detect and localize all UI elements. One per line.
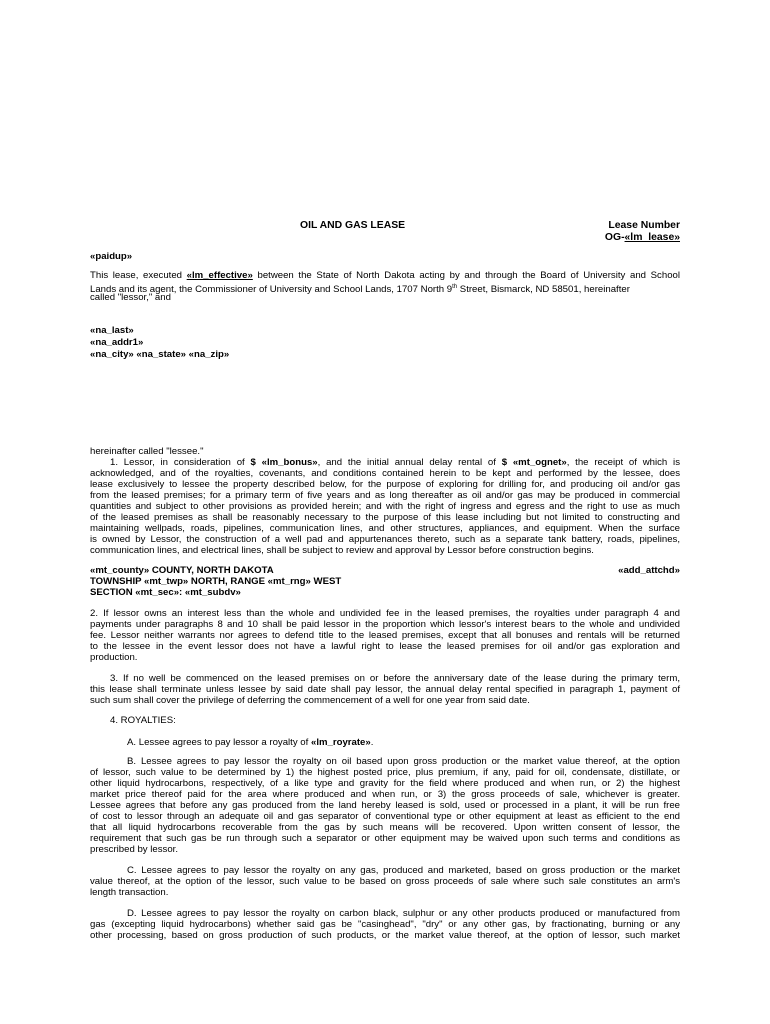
intro-line-2: Lands and its agent, the Commissioner of University and School Lands, 1707 North 9th Street, Bismarck, ND 58501, hereinafter [90, 284, 630, 296]
bonus-field: $ «lm_bonus» [250, 457, 318, 468]
para1-line: of the leased premises as shall be reasonably necessary to the purpose of this lease including but not limited to constructing and [90, 512, 680, 523]
para4d-line: gas (excepting liquid hydrocarbons) whether said gas be "casinghead", "dry" or any other gas, by fractionating, burning or any [90, 919, 680, 930]
para1-line: quantities and subject to other provisions as provided herein; and with the right of ingress and egress and the right to use as much [90, 501, 680, 512]
para1-line: is owned by Lessor, the construction of a well pad and appurtenances thereto, such as a separate tank battery, roads, pipelines, [90, 534, 680, 545]
lease-number-field: «lm_lease» [624, 232, 680, 243]
para4b-line: of cost to lessor through an adequate oil and gas separator of conventional type or other equipment at least as efficient to the end [90, 811, 680, 822]
para3-line: this lease shall terminate unless lessee by said date shall pay lessor, the annual delay rental specified in paragraph 1, payment of [90, 684, 680, 695]
para1-line: acknowledged, and of the royalties, covenants, and conditions contained herein to be kept and performed by the lessee, does [90, 468, 680, 479]
lease-number-label: Lease Number [608, 220, 680, 231]
para2-last-line: production. [90, 652, 138, 663]
paidup-field: «paidup» [90, 251, 133, 262]
para4d-line: other processing, based on gross production of such products, or the market value thereof, at the option of lessor, such market [90, 930, 680, 941]
lessee-called: hereinafter called "lessee." [90, 446, 204, 457]
para4a-line: A. Lessee agrees to pay lessor a royalty of «lm_royrate». [127, 737, 374, 748]
attachment-field: «add_attchd» [618, 565, 680, 576]
para4c-last-line: length transaction. [90, 887, 169, 898]
para4b-line: B. Lessee agrees to pay lessor the royalty on oil based upon gross production or the market value thereof, at the option [127, 756, 680, 767]
intro-line-3: called "lessor," and [90, 292, 171, 303]
para3-last-line: such sum shall cover the privilege of deferring the commencement of a well for one year from said date. [90, 695, 530, 706]
para2-line: fee. Lessor neither warrants nor agrees to defend title to the leased premises, except that all bonuses and rentals will be returned [90, 630, 680, 641]
para1-line: maintaining wellpads, roads, pipelines, communication lines, and other structures, appliances, and equipment. When the surface [90, 523, 680, 534]
lessee-city-state-zip-field: «na_city» «na_state» «na_zip» [90, 349, 230, 360]
township-field: TOWNSHIP «mt_twp» NORTH, RANGE «mt_rng» WEST [90, 576, 342, 587]
para2-line: payments under paragraphs 8 and 10 shall be paid lessor in the proportion which lessor's interest bears to the whole and undivided [90, 619, 680, 630]
royalties-heading: 4. ROYALTIES: [110, 715, 176, 726]
lease-number [560, 233, 680, 244]
para4b-line: requirement that such gas be run through such a separator or other equipment may be waived upon such terms and conditions as [90, 833, 680, 844]
intro-line-1: This lease, executed «lm_effective» between the State of North Dakota acting by and through the Board of University and School [90, 270, 680, 281]
para4c-line: value thereof, at the option of the lessor, such value to be based on gross proceeds of sale where such sale constitutes an arm's [90, 876, 680, 887]
para4b-line: that all liquid hydrocarbons recoverable from the gas by such means will be recovered. Upon written consent of lessor, the [90, 822, 680, 833]
para1-line: from the leased premises; for a primary term of five years and as long thereafter as oil and/or gas may be produced in commercial [90, 490, 680, 501]
para3-line: 3. If no well be commenced on the leased premises on or before the anniversary date of the lease during the primary term, [110, 673, 680, 684]
royalty-rate-field: «lm_royrate» [310, 737, 371, 748]
rental-field: $ «mt_ognet» [501, 457, 567, 468]
para4c-line: C. Lessee agrees to pay lessor the royalty on any gas, produced and marketed, based on gross production or the market [127, 865, 680, 876]
para4b-line: Lessee agrees that before any gas produced from the land hereby leased is sold, used or processed in a plant, it will be run free [90, 800, 680, 811]
section-field: SECTION «mt_sec»: «mt_subdv» [90, 587, 241, 598]
para1-last-line: communication lines, and electrical lines, shall be subject to review and approval by Lessor before construction begins. [90, 545, 594, 556]
para4b-last-line: prescribed by lessor. [90, 844, 178, 855]
county-field: «mt_county» COUNTY, NORTH DAKOTA [90, 565, 274, 576]
para2-line: 2. If lessor owns an interest less than the whole and undivided fee in the leased premises, the royalties under paragraph 4 and [90, 608, 680, 619]
para1-line: lease exclusively to lessee the property described below, for the purpose of exploring for drilling for, and producing oil and/or gas [90, 479, 680, 490]
para4b-line: market price thereof paid for the area where produced and when run, or 3) the gross proceeds of sale, whichever is greater. [90, 789, 680, 800]
effective-date-field: «lm_effective» [186, 270, 253, 281]
para4b-line: of lessor, such value to be determined by 1) the highest posted price, plus premium, if any, paid for oil, condensate, distillate, or [90, 767, 680, 778]
lessee-addr1-field: «na_addr1» [90, 337, 144, 348]
lessee-last-field: «na_last» [90, 325, 134, 336]
lease-number-prefix: OG- [604, 232, 625, 243]
para2-line: to the lessee in the event lessor does not have a lawful right to lease the leased premises for oil and/or gas exploration and [90, 641, 680, 652]
para4b-line: other liquid hydrocarbons, respectively, of a like type and gravity for the field where produced and when run, or 2) the highest [90, 778, 680, 789]
para4d-line: D. Lessee agrees to pay lessor the royalty on carbon black, sulphur or any other products produced or manufactured from [127, 908, 680, 919]
document-title: OIL AND GAS LEASE [300, 220, 406, 231]
para1-line-1: 1. Lessor, in consideration of $ «lm_bonus», and the initial annual delay rental of $ «mt_ognet», the receipt of which is [110, 457, 680, 468]
